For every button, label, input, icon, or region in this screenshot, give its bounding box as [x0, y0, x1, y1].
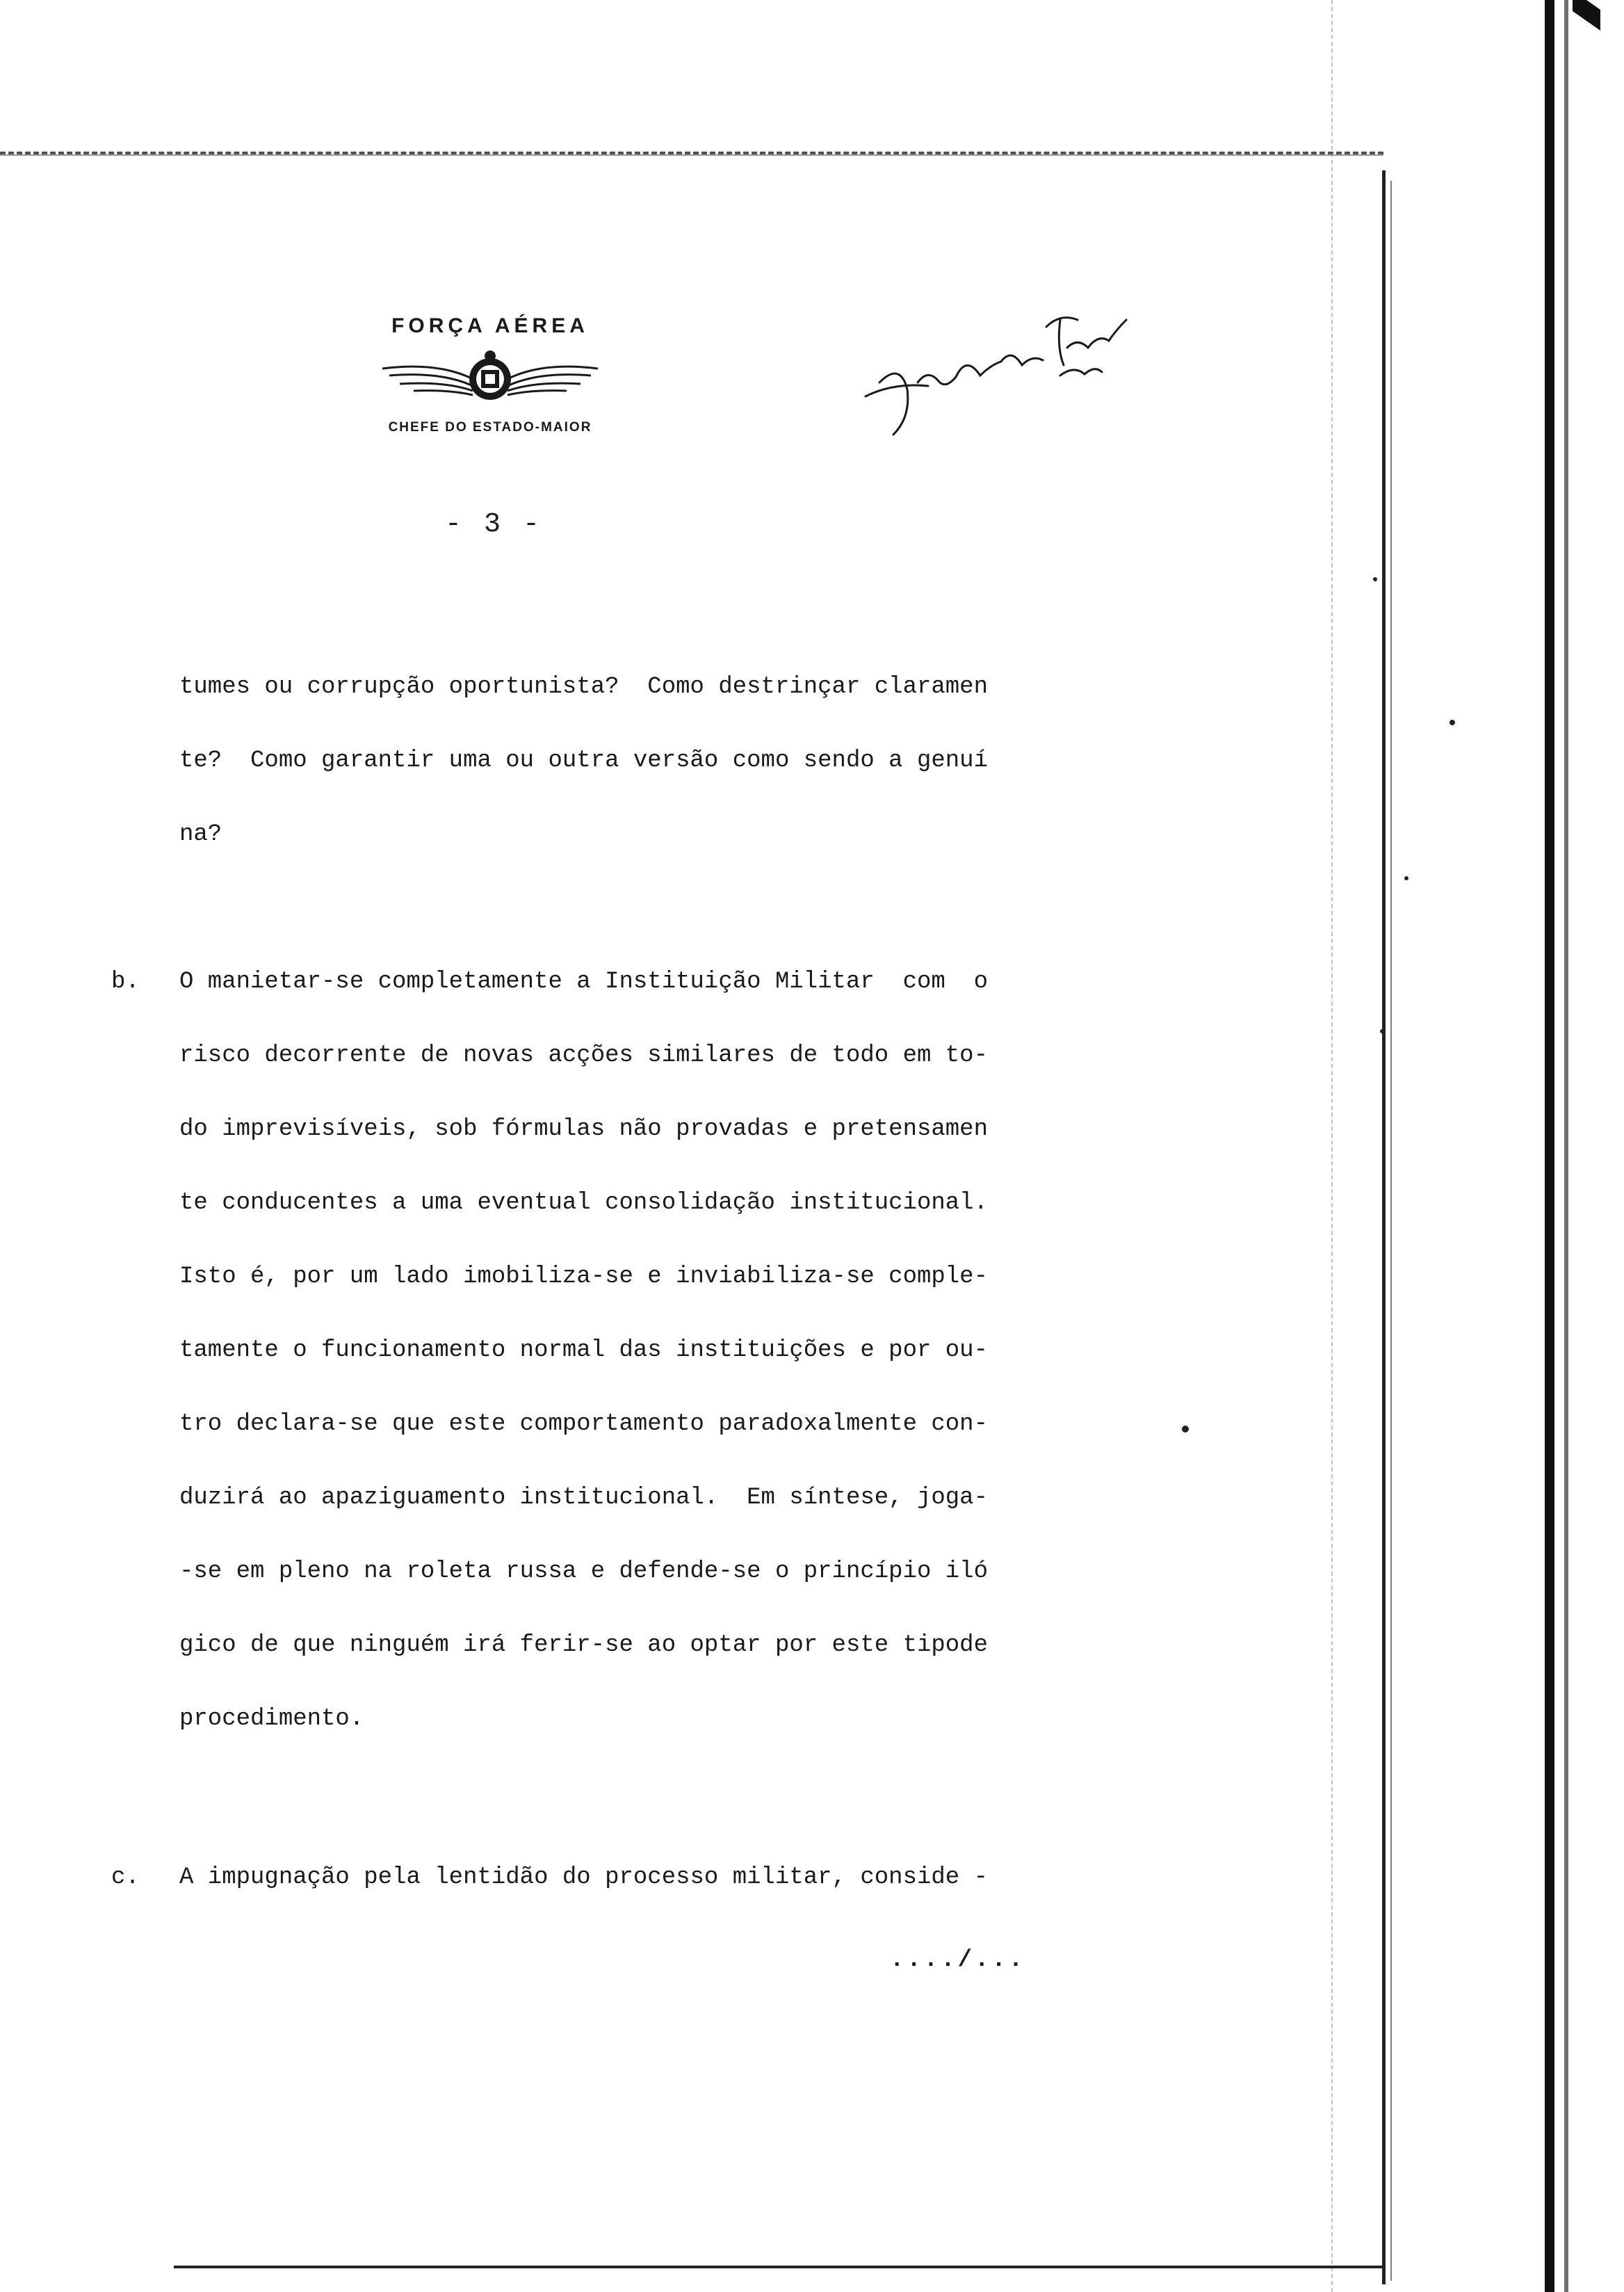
- paragraph-marker-b: b.: [111, 969, 140, 995]
- text-line: Isto é, por um lado imobiliza-se e inviabiliza-se comple-: [179, 1264, 988, 1290]
- text-line: te conducentes a uma eventual consolidação institucional.: [179, 1190, 988, 1216]
- org-name: FORÇA AÉREA: [391, 314, 589, 337]
- text-line: tamente o funcionamento normal das instituições e por ou-: [179, 1337, 988, 1364]
- text-line: gico de que ninguém irá ferir-se ao optar por este tipode: [179, 1632, 988, 1659]
- text-line: na?: [179, 821, 222, 848]
- scan-edge-shadow-2: [1564, 0, 1568, 2292]
- page-frame-top-inner: [0, 154, 1383, 156]
- text-line: tro declara-se que este comportamento paradoxalmente con-: [179, 1411, 988, 1437]
- scan-speck: [1380, 1029, 1384, 1033]
- scan-speck: [1182, 1426, 1189, 1432]
- page-frame-right-inner: [1390, 181, 1392, 2281]
- winged-emblem-icon: [375, 348, 605, 410]
- page-frame-bottom: [174, 2266, 1383, 2268]
- text-line: procedimento.: [179, 1706, 364, 1732]
- scan-corner-mark: [1573, 0, 1600, 31]
- page-frame-right: [1382, 170, 1386, 2284]
- text-line: O manietar-se completamente a Instituição Militar com o: [179, 969, 988, 995]
- text-line: duzirá ao apaziguamento institucional. Em síntese, joga-: [179, 1485, 988, 1511]
- text-line: risco decorrente de novas acções similares de todo em to-: [179, 1042, 988, 1069]
- text-line: do imprevisíveis, sob fórmulas não provadas e pretensamen: [179, 1116, 988, 1143]
- scan-speck: [1450, 720, 1455, 725]
- text-line: A impugnação pela lentidão do processo militar, conside -: [179, 1864, 988, 1891]
- org-subtitle: CHEFE DO ESTADO-MAIOR: [388, 420, 592, 435]
- letterhead: [362, 314, 619, 435]
- scan-fold-line: [1331, 0, 1333, 2292]
- text-line: -se em pleno na roleta russa e defende-se o princípio iló: [179, 1558, 988, 1585]
- text-line: te? Como garantir uma ou outra versão como sendo a genuí: [179, 748, 988, 774]
- scan-speck: [1404, 876, 1408, 880]
- scan-edge-shadow: [1545, 0, 1554, 2292]
- scan-speck: [1373, 577, 1377, 581]
- handwritten-signature-icon: [852, 299, 1130, 452]
- paragraph-marker-c: c.: [111, 1864, 140, 1891]
- page-number: - 3 -: [444, 509, 543, 540]
- continuation-mark: ..../...: [890, 1947, 1026, 1974]
- text-line: tumes ou corrupção oportunista? Como destrinçar claramen: [179, 674, 988, 700]
